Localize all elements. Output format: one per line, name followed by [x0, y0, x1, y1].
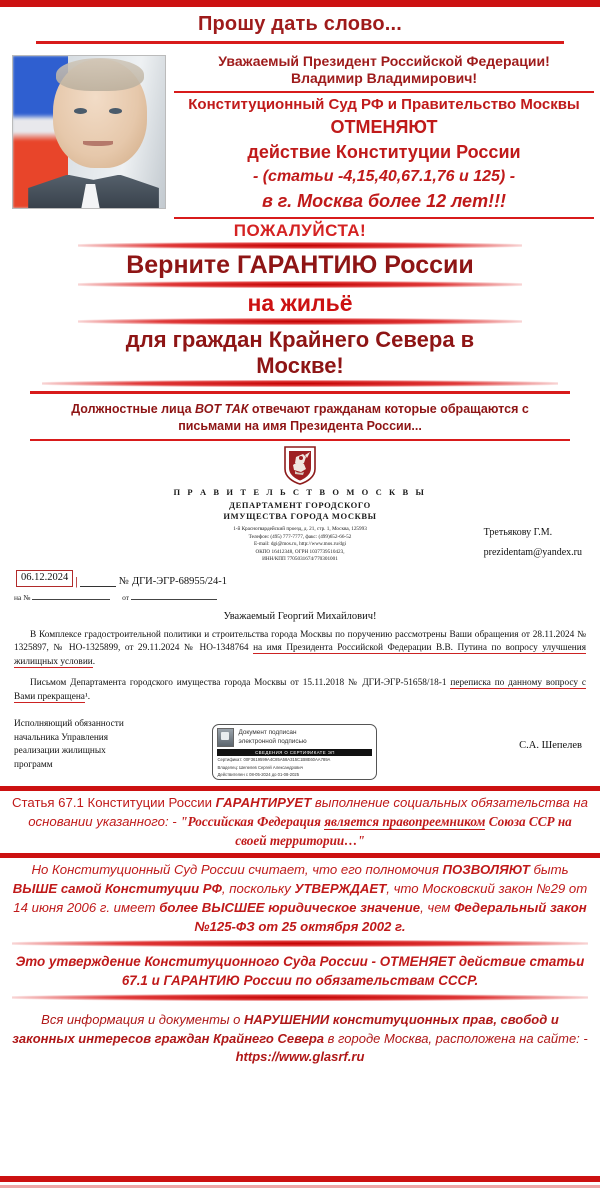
b1-q2: является правопреемником	[324, 813, 486, 829]
address-line-5: ИНН/КПП 7705031674/770301001	[262, 556, 338, 563]
b2-e: , поскольку	[221, 881, 295, 897]
gradient-rule-4	[42, 380, 558, 387]
address-line-1: 1-й Красногвардейский проезд, д. 21, стр. 1, Москва, 125993	[233, 526, 367, 533]
signer-role-line-2: начальника Управления	[14, 732, 109, 743]
top-red-bar	[0, 0, 600, 7]
gradient-rule-2	[78, 281, 522, 288]
hair-shape	[56, 58, 144, 91]
divider-above-subnote	[30, 391, 570, 394]
letter-paragraph-2	[14, 677, 586, 705]
stamp-owner: Владелец: Шепелев Сергей Александрович	[217, 764, 303, 770]
p2-text-b: ¹.	[84, 692, 91, 703]
p2-underlined: переписка по данному вопросу с Вами прекращена	[14, 678, 586, 703]
b2-a: Но Конституционный Суд России считает, что его полномочия	[31, 862, 443, 878]
reply-reference-row	[14, 590, 586, 602]
block2-text	[12, 861, 588, 936]
department-heading-1: ДЕПАРТАМЕНТ ГОРОДСКОГО	[229, 500, 371, 511]
stamp-header	[217, 728, 372, 747]
signer-role	[14, 718, 208, 772]
left-eye	[74, 108, 88, 114]
stamp-title-line-2: электронной подписью	[238, 737, 307, 745]
letter-paragraph-1	[14, 629, 586, 671]
block3-text: Это утверждение Конституционного Суда России - ОТМЕНЯЕТ действие статьи 67.1 и ГАРАНТИЮ России по обязательствам СССР.	[15, 954, 585, 989]
right-eye	[109, 108, 123, 114]
letter-document-number: ДГИ-ЭГР-68955/24-1	[131, 575, 228, 587]
hero-section	[0, 47, 600, 219]
b1-b: ГАРАНТИРУЕТ	[215, 795, 312, 811]
divider-under-title	[36, 41, 564, 44]
b2-i: , чем	[420, 899, 455, 915]
letter-body	[14, 629, 586, 706]
electronic-signature-stamp	[212, 724, 377, 780]
signer-role-line-3: реализации жилищных	[14, 746, 106, 757]
block1-text	[12, 794, 588, 850]
letter-date: 06.12.2024	[16, 570, 73, 587]
address-line-4: ОКПО 16412348, ОГРН 1037739510423,	[255, 548, 345, 555]
gradient-rule-6	[12, 994, 588, 1001]
officials-note-emphasis: ВОТ ТАК	[195, 402, 249, 417]
moscow-coat-of-arms-icon	[283, 445, 317, 485]
stamp-certificate-bar: СВЕДЕНИЯ О СЕРТИФИКАТЕ ЭП	[217, 749, 372, 756]
officials-note-part1: Должностные лица	[71, 402, 192, 417]
b2-c: быть	[529, 862, 569, 878]
b2-b: ПОЗВОЛЯЮТ	[442, 862, 530, 878]
number-sign-label: №	[118, 575, 129, 587]
claim-line-2: ОТМЕНЯЮТ	[330, 117, 438, 138]
on-number-blank	[32, 590, 110, 600]
divider-above-letter	[30, 439, 570, 441]
b4-c: в городе Москва,	[324, 1030, 433, 1046]
greeting-line-1: Уважаемый Президент Российской Федерации!	[218, 53, 550, 69]
from-date-blank	[131, 590, 217, 600]
recipient-name: Третьякову Г.М.	[483, 527, 553, 539]
b2-j: Федеральный закон №125-ФЗ от 25 октября 2002 г.	[194, 899, 587, 934]
page-title: Прошу дать слово...	[197, 13, 403, 35]
letter-salutation: Уважаемый Георгий Михайлович!	[223, 610, 377, 622]
claim-line-3: действие Конституции России	[247, 142, 521, 163]
signer-role-line-1: Исполняющий обязанности	[14, 719, 124, 730]
officials-note-part3: письмами на имя Президента России...	[178, 419, 422, 434]
appeal-line-2: на жильё	[247, 290, 353, 317]
stamp-certificate-number: Сертификат: 00F3619599А4С85А58А315С1B8E60AA789A	[217, 757, 331, 763]
official-letter-scan	[14, 445, 586, 780]
gradient-rule-3	[78, 318, 522, 325]
b2-h: более ВЫСШЕЕ юридическое значение	[159, 899, 421, 915]
officials-note-part2: отвечают гражданам которые обращаются с	[251, 402, 529, 417]
b4-b: НАРУШЕНИИ конституционных прав, свобод и законных интересов граждан Крайнего Севера	[12, 1012, 559, 1046]
stamp-title	[238, 729, 306, 746]
blank-line-after-date	[80, 575, 116, 587]
date-and-number-row	[14, 570, 586, 587]
appeal-line-3: для граждан Крайнего Севера в	[125, 327, 475, 353]
government-heading: П Р А В И Т Е Л Ь С Т В О М О С К В Ы	[173, 487, 427, 498]
argument-block-2	[0, 858, 600, 939]
on-number-label: на №	[14, 592, 31, 602]
signer-role-line-4: программ	[14, 759, 53, 770]
claim-line-5: в г. Москва более 12 лет!!!	[261, 190, 507, 211]
b1-q1: "Российская Федерация	[180, 813, 325, 829]
p1-text-a: В Комплексе градостроительной политики и строительства города Москвы по поручению рассмотрены Ваши обращения от 28.11.2024 № 1325897, № НО-1325899, от 29.11.2024 № НО-1348764	[14, 629, 586, 654]
bottom-red-bar	[0, 1176, 600, 1182]
address-line-2: Телефон: (495) 777-7777, факс: (499)652-66-52	[248, 533, 352, 540]
divider-under-claim	[174, 217, 594, 219]
website-url[interactable]: https://www.glasrf.ru	[235, 1049, 365, 1065]
hero-text-column	[170, 47, 600, 219]
p1-underlined: на имя Президента Российской Федерации В.В. Путина по вопросу улучшения жилищных условии	[14, 643, 586, 668]
appeal-line-1: Верните ГАРАНТИЮ России	[126, 250, 474, 279]
recipient-email: prezidentam@yandex.ru	[483, 547, 582, 559]
president-portrait-photo	[12, 55, 166, 209]
greeting-line-2: Владимир Владимирович!	[290, 70, 478, 87]
please-text: ПОЖАЛУЙСТА!	[233, 220, 367, 240]
b1-a: Статья 67.1 Конституции России	[12, 795, 216, 811]
b1-q3: Союза ССР на своей территории…"	[235, 813, 572, 848]
mouth	[83, 141, 113, 146]
b2-d: ВЫШЕ самой Конституции РФ	[12, 881, 222, 897]
recipient-block	[484, 523, 582, 563]
stamp-validity: Действителен с 08-05-2024 до 01-08-2025	[217, 771, 300, 777]
address-line-3: E-mail: dgi@mos.ru, http://www.mos.ru/dgi	[253, 541, 347, 548]
officials-note	[0, 397, 600, 437]
argument-block-3	[0, 949, 600, 993]
red-separator-mark: |	[75, 573, 78, 588]
gradient-rule-1	[78, 242, 522, 249]
p1-text-b: .	[92, 657, 96, 668]
claim-line-1: Конституционный Суд РФ и Правительство Москвы	[188, 96, 580, 114]
stamp-title-line-1: Документ подписан	[238, 729, 297, 737]
signature-block	[14, 718, 586, 780]
claim-line-4: - (статьи -4,15,40,67.1,76 и 125) -	[252, 168, 516, 186]
department-heading-2: ИМУЩЕСТВА ГОРОДА МОСКВЫ	[223, 511, 377, 522]
argument-block-4	[0, 1003, 600, 1069]
gradient-rule-5	[12, 940, 588, 947]
b2-g: , что Московский закон №29 от 14 июня 2006 г. имеет	[13, 881, 588, 915]
appeal-line-4: Москве!	[256, 353, 344, 379]
from-label: от	[122, 592, 130, 602]
signer-name: С.А. Шепелев	[519, 740, 582, 752]
bottom-red-bar-shadow	[0, 1185, 600, 1188]
b2-f: УТВЕРЖДАЕТ	[294, 881, 387, 897]
b1-c: выполнение социальных обязательства на основании указанного: -	[28, 795, 588, 829]
p2-text-a: Письмом Департамента городского имущества города Москвы от 15.11.2018 № ДГИ-ЭГР-51658/18-1	[30, 678, 451, 689]
block4-text	[12, 1011, 588, 1066]
b4-d: расположена на сайте: -	[435, 1030, 588, 1046]
b4-a: Вся информация и документы о	[41, 1012, 244, 1028]
certificate-icon	[217, 728, 234, 747]
divider-under-greeting	[174, 91, 594, 93]
argument-block-1	[0, 791, 600, 853]
